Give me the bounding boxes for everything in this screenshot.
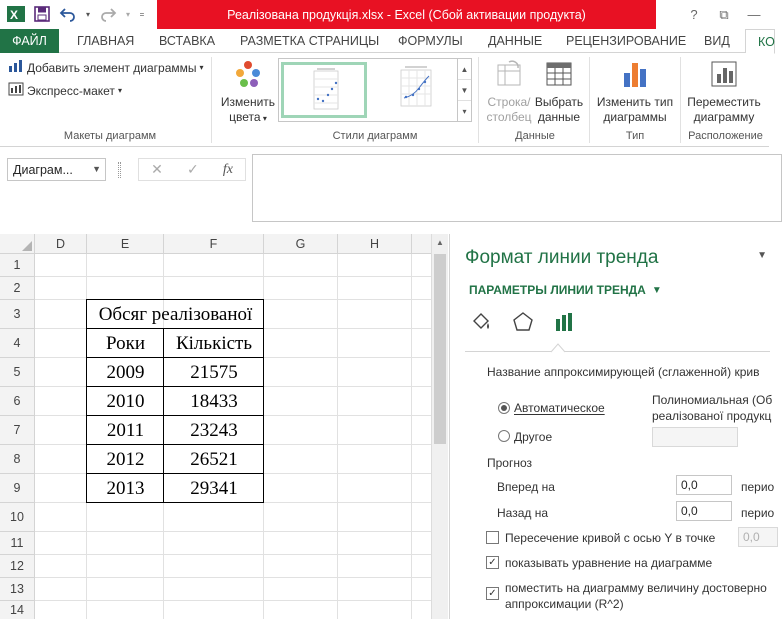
group-label-type: Тип (625, 130, 645, 142)
row-header-7[interactable]: 7 (0, 416, 35, 445)
column-header-h[interactable]: H (338, 234, 412, 254)
header-cell-quantity[interactable]: Кількість (175, 332, 252, 354)
excel-logo-icon (6, 4, 26, 24)
formula-buttons (138, 158, 246, 181)
group-separator (478, 57, 479, 143)
tab-insert[interactable]: ВСТАВКА (159, 34, 216, 48)
tab-review[interactable]: РЕЦЕНЗИРОВАНИЕ (566, 34, 687, 48)
group-separator (680, 57, 681, 143)
switch-row-column-icon (492, 57, 526, 91)
gridline (35, 577, 431, 578)
select-data-label-2: данные (537, 110, 581, 124)
tab-page-layout[interactable]: РАЗМЕТКА СТРАНИЦЫ (240, 34, 380, 48)
enter-icon[interactable]: ✓ (186, 161, 199, 177)
cell-quantity[interactable]: 23243 (190, 419, 238, 441)
tab-home[interactable]: ГЛАВНАЯ (77, 34, 135, 48)
svg-text:X: X (10, 8, 19, 22)
redo-dropdown-icon[interactable]: ▾ (125, 9, 130, 19)
group-separator (589, 57, 590, 143)
add-chart-element-icon (8, 59, 24, 76)
row-header-4[interactable]: 4 (0, 329, 35, 358)
tab-file[interactable]: ФАЙЛ (0, 29, 59, 53)
pane-notch (551, 344, 565, 352)
switch-row-column-label-1: Строка/ (487, 95, 531, 109)
tab-view[interactable]: ВИД (704, 34, 730, 48)
ribbon-display-button[interactable]: ⧉ (719, 6, 729, 22)
set-intercept-checkbox[interactable] (486, 531, 499, 544)
row-header-5[interactable]: 5 (0, 358, 35, 387)
trendline-options-label: ПАРАМЕТРЫ ЛИНИИ ТРЕНДА (469, 283, 646, 297)
ribbon-tabs (0, 29, 775, 53)
tab-chart-design[interactable]: КО (745, 29, 775, 54)
cell-quantity[interactable]: 18433 (190, 390, 238, 412)
group-separator (211, 57, 212, 143)
group-label-styles: Стили диаграмм (332, 130, 418, 142)
gallery-up-icon[interactable]: ▲ (458, 59, 471, 80)
move-chart-label-1: Переместить (687, 95, 761, 109)
column-header-f[interactable]: F (164, 234, 264, 254)
select-data-button[interactable] (534, 57, 584, 125)
show-equation-label: показывать уравнение на диаграмме (505, 556, 713, 570)
gridline (411, 254, 412, 619)
move-chart-icon (707, 57, 741, 91)
change-chart-type-icon (618, 57, 652, 91)
switch-row-column-label-2: столбец (486, 110, 532, 124)
forward-unit-label: перио (741, 480, 775, 494)
ribbon (0, 53, 769, 147)
move-chart-button[interactable] (684, 57, 764, 125)
row-header-13[interactable]: 13 (0, 578, 35, 601)
cell-quantity[interactable]: 29341 (190, 477, 238, 499)
tab-data[interactable]: ДАННЫЕ (488, 34, 543, 48)
name-box-value: Диаграм... (13, 162, 73, 177)
change-chart-type-button[interactable] (594, 57, 676, 125)
other-radio[interactable] (498, 430, 510, 442)
backward-label: Назад на (497, 506, 549, 520)
cell-quantity[interactable]: 26521 (190, 448, 238, 470)
undo-dropdown-icon[interactable]: ▾ (85, 9, 90, 19)
cell-year[interactable]: 2012 (106, 448, 145, 470)
gridline (337, 254, 338, 619)
chart-styles-gallery (278, 58, 472, 122)
cell-year[interactable]: 2010 (106, 390, 145, 412)
chevron-down-icon: ▾ (117, 86, 122, 95)
other-label[interactable] (514, 430, 552, 444)
row-header-9[interactable]: 9 (0, 474, 35, 503)
minimize-button[interactable]: — (747, 7, 761, 22)
automatic-value-line2: реалізованої продукц (652, 409, 772, 423)
switch-row-column-button[interactable] (484, 57, 534, 125)
title-bar (0, 0, 769, 29)
trendline-name-label: Название аппроксимирующей (сглаженной) крив (487, 365, 760, 379)
change-colors-label-1: Изменить (220, 95, 276, 109)
chevron-down-icon: ▾ (260, 114, 267, 123)
cell-year[interactable]: 2013 (106, 477, 145, 499)
move-chart-label-2: диаграмму (693, 110, 755, 124)
quick-layout-icon (8, 82, 24, 99)
cancel-icon[interactable]: ✕ (151, 161, 163, 177)
select-data-label-1: Выбрать (534, 95, 584, 109)
set-intercept-label: Пересечение кривой с осью Y в точке (505, 531, 716, 545)
add-chart-element-button[interactable] (8, 59, 204, 76)
chevron-down-icon: ▾ (199, 63, 204, 72)
column-header-partial (412, 234, 431, 254)
spreadsheet-grid (0, 234, 431, 619)
change-colors-label-2: цвета (229, 110, 261, 124)
cell-year[interactable]: 2009 (106, 361, 145, 383)
row-header-11[interactable]: 11 (0, 532, 35, 555)
custom-name-input[interactable] (652, 427, 738, 447)
group-label-layouts: Макеты диаграмм (63, 130, 157, 142)
header-cell-years[interactable]: Роки (106, 332, 145, 354)
change-colors-label-2-wrap (229, 110, 267, 126)
backward-unit-label: перио (741, 506, 775, 520)
trendline-options-icon[interactable] (553, 310, 577, 334)
quick-layout-button[interactable] (8, 82, 122, 99)
chart-style-2[interactable] (373, 62, 459, 118)
show-r-squared-label-1: поместить на диаграмму величину достоверно (505, 581, 767, 595)
row-header-10[interactable]: 10 (0, 503, 35, 532)
row-header-3[interactable]: 3 (0, 300, 35, 329)
chart-style-1[interactable] (281, 62, 367, 118)
row-header-12[interactable]: 12 (0, 555, 35, 578)
pane-title: Формат линии тренда (465, 247, 659, 268)
pane-divider (465, 351, 770, 352)
undo-icon[interactable] (58, 4, 78, 24)
cell-year[interactable]: 2011 (106, 419, 145, 441)
scroll-up-icon[interactable]: ▲ (436, 237, 444, 247)
gridline (35, 554, 431, 555)
gridline (35, 276, 431, 277)
show-equation-checkbox[interactable]: ✓ (486, 556, 499, 569)
tab-formulas[interactable]: ФОРМУЛЫ (398, 34, 463, 48)
add-chart-element-label: Добавить элемент диаграммы (27, 60, 197, 75)
effects-icon[interactable] (511, 310, 535, 334)
window-controls (679, 0, 769, 29)
show-r-squared-checkbox[interactable]: ✓ (486, 587, 499, 600)
automatic-label[interactable] (514, 401, 605, 415)
row-header-8[interactable]: 8 (0, 445, 35, 474)
scroll-thumb[interactable] (434, 254, 446, 444)
forward-periods-input[interactable]: 0,0 (676, 475, 732, 495)
change-colors-button[interactable] (218, 57, 278, 126)
automatic-radio[interactable] (498, 402, 510, 414)
redo-icon[interactable] (98, 4, 118, 24)
backward-periods-input[interactable]: 0,0 (676, 501, 732, 521)
gallery-down-icon[interactable]: ▼ (458, 80, 471, 101)
group-label-location: Расположение (688, 130, 763, 142)
name-box[interactable] (7, 158, 106, 181)
window-title-text: Реалізована продукція.xlsx - Excel (Сбой активации продукта) (227, 7, 586, 22)
quick-access-toolbar (6, 4, 146, 24)
table-title-cell[interactable]: Обсяг реалізованої (98, 303, 253, 325)
other-text: Другое (514, 430, 553, 444)
gridline (35, 600, 431, 601)
automatic-value-line1: Полиномиальная (Об (652, 393, 773, 407)
fill-line-icon[interactable] (469, 310, 493, 334)
select-data-icon (542, 57, 576, 91)
window-title (157, 0, 656, 29)
formula-input[interactable] (252, 154, 782, 222)
customize-qat-icon[interactable]: = (139, 9, 145, 19)
formula-bar-grip[interactable] (118, 162, 121, 178)
chevron-down-icon: ▼ (651, 284, 662, 296)
gridline (35, 531, 431, 532)
gallery-more-icon[interactable]: ▾ (462, 106, 467, 116)
column-header-e[interactable]: E (87, 234, 164, 254)
pane-category-icons (469, 310, 577, 334)
formula-bar-area (0, 148, 769, 234)
chevron-down-icon[interactable]: ▼ (92, 164, 101, 174)
intercept-input[interactable]: 0,0 (738, 527, 778, 547)
palette-icon (231, 57, 265, 91)
insert-function-icon[interactable]: fx (222, 161, 233, 177)
change-chart-type-label-2: диаграммы (603, 110, 667, 124)
group-label-data: Данные (515, 130, 555, 142)
cell-quantity[interactable]: 21575 (190, 361, 238, 383)
row-header-1[interactable]: 1 (0, 254, 35, 277)
format-trendline-pane (449, 234, 775, 619)
select-all-corner[interactable] (0, 234, 35, 254)
row-header-2[interactable]: 2 (0, 277, 35, 300)
gallery-scroll (457, 59, 471, 121)
column-header-g[interactable]: G (264, 234, 338, 254)
change-chart-type-label-1: Изменить тип (596, 95, 674, 109)
save-icon[interactable] (32, 4, 52, 24)
quick-layout-label: Экспресс-макет (27, 83, 115, 98)
row-header-6[interactable]: 6 (0, 387, 35, 416)
show-r-squared-label-2: аппроксимации (R^2) (505, 597, 624, 611)
forecast-label: Прогноз (487, 456, 533, 470)
pane-options-icon[interactable]: ▼ (757, 250, 767, 261)
vertical-scrollbar[interactable] (431, 234, 448, 619)
forward-label: Вперед на (497, 480, 555, 494)
help-button[interactable]: ? (690, 7, 698, 22)
row-header-14[interactable]: 14 (0, 601, 35, 619)
automatic-text: Автоматическое (514, 401, 605, 415)
trendline-options-dropdown[interactable] (469, 283, 662, 297)
column-header-d[interactable]: D (35, 234, 87, 254)
